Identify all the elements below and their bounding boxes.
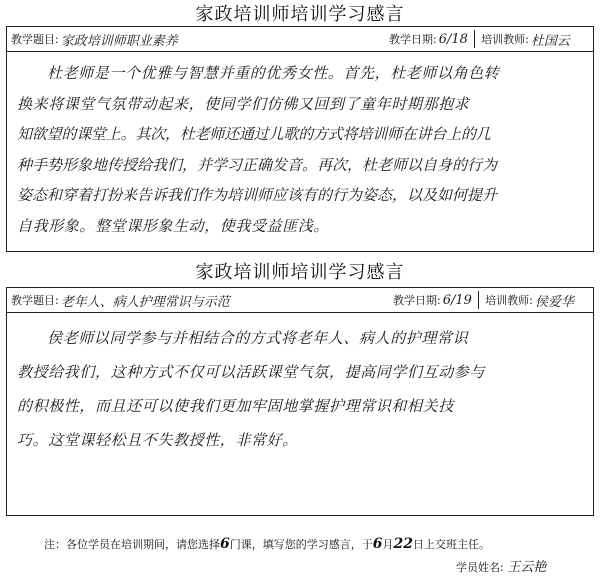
subject-value: 老年人、病人护理常识与示范 xyxy=(60,294,230,310)
date-label: 教学日期: xyxy=(393,294,441,307)
subject-label: 教学题目: xyxy=(11,33,59,46)
student-name-field xyxy=(456,556,546,575)
note-suffix: 日上交班主任。 xyxy=(412,538,490,551)
card-header-2 xyxy=(7,288,593,313)
note-prefix: 注：各位学员在培训期间，请您选择 xyxy=(44,538,220,551)
text-line: 姿态和穿着打扮来告诉我们作为培训师应该有的行为姿态，以及如何提升 xyxy=(17,186,498,204)
text-line: 知欲望的课堂上。其次，杜老师还通过儿歌的方式将培训师在讲台上的几 xyxy=(17,125,491,143)
header-divider xyxy=(478,291,479,309)
subject-label: 教学题目: xyxy=(11,294,59,307)
header-divider xyxy=(474,30,475,48)
text-line: 教授给我们，这种方式不仅可以活跃课堂气氛，提高同学们互动参与 xyxy=(17,363,486,381)
subject-field-1 xyxy=(11,27,178,51)
learning-card-2 xyxy=(6,287,594,516)
date-trainer-field-1 xyxy=(389,27,570,51)
date-value: 6/19 xyxy=(442,292,472,308)
subject-value: 家政培训师职业素养 xyxy=(60,33,178,49)
text-line: 自我形象。整堂课形象生动，使我受益匪浅。 xyxy=(17,216,330,235)
form-title-2: 家政培训师培训学习感言 xyxy=(195,262,405,283)
date-trainer-field-2 xyxy=(393,288,574,312)
trainer-label: 培训教师: xyxy=(485,294,533,307)
reflection-text-1 xyxy=(7,52,593,241)
due-day: 22 xyxy=(393,536,413,552)
trainer-value: 杜国云 xyxy=(530,33,570,49)
text-line: 杜老师是一个优雅与智慧并重的优秀女性。首先，杜老师以角色转 xyxy=(47,64,500,82)
month-suffix: 月 xyxy=(382,538,394,551)
card-header-1 xyxy=(7,27,593,52)
footer-instructions xyxy=(44,536,490,552)
note-middle: 门课，填写您的学习感言，于 xyxy=(229,538,373,551)
text-line: 换来将课堂气氛带动起来，使同学们仿佛又回到了童年时期那抱求 xyxy=(17,94,470,113)
student-name-value: 王云艳 xyxy=(507,560,547,575)
reflection-text-2 xyxy=(7,313,593,457)
student-name-label: 学员姓名: xyxy=(456,561,504,574)
text-line: 种手势形象地传授给我们，并学习正确发音。再次，杜老师以自身的行为 xyxy=(17,155,498,174)
learning-card-1 xyxy=(6,26,594,252)
due-month: 6 xyxy=(372,536,383,552)
text-line: 的积极性，而且还可以使我们更加牢固地掌握护理常识和相关技 xyxy=(17,397,454,415)
text-line: 侯老师以同学参与并相结合的方式将老年人、病人的护理常识 xyxy=(47,329,469,347)
course-count: 6 xyxy=(220,536,230,552)
date-label: 教学日期: xyxy=(389,33,437,46)
trainer-value: 侯爱华 xyxy=(534,294,574,310)
date-value: 6/18 xyxy=(438,31,468,47)
trainer-label: 培训教师: xyxy=(481,33,529,46)
form-title-1: 家政培训师培训学习感言 xyxy=(195,4,405,25)
subject-field-2 xyxy=(11,288,230,312)
text-line: 巧。这堂课轻松且不失教授性，非常好。 xyxy=(17,431,298,449)
